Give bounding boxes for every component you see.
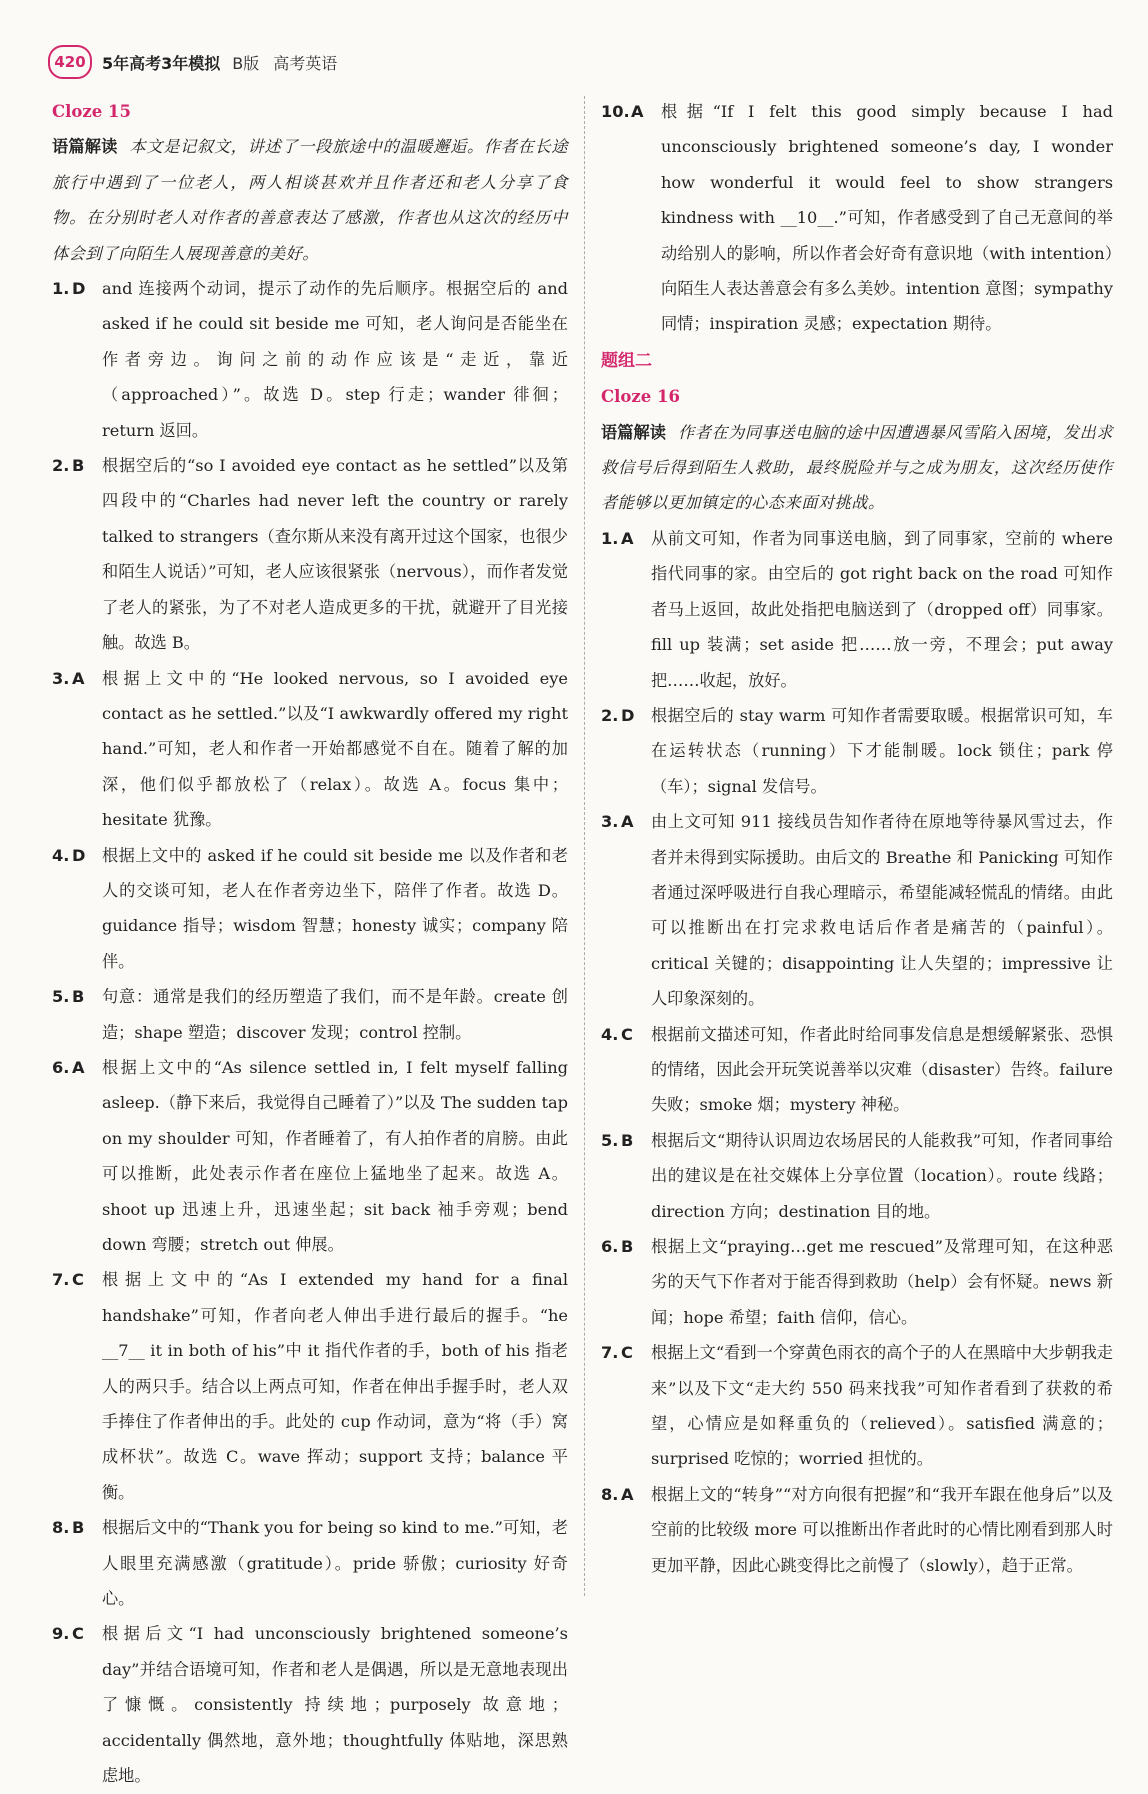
- item-answer: A: [631, 102, 644, 121]
- item-answer: A: [621, 812, 634, 832]
- item-explanation: 根据上文“看到一个穿黄色雨衣的高个子的人在黑暗中大步朝我走来”以及下文“走大约 550 码来找我”可知作者看到了获救的希望，心情应是如释重负的（relieved）。satisfied 满意的；surprised 吃惊的；worried 担忧的。: [651, 1343, 1113, 1469]
- answer-item: [601, 94, 1113, 342]
- answer-item: [52, 979, 568, 1050]
- item-explanation: 从前文可知，作者为同事送电脑，到了同事家，空前的 where 指代同事的家。由空后的 got right back on the road 可知作者马上返回，故此处指把电脑送到了（dropped off）同事家。fill up 装满；set aside 把……放一旁，不理会；put away 把……收起，放好。: [651, 528, 1113, 690]
- intro-label: 语篇解读: [52, 137, 118, 157]
- item-explanation: 由上文可知 911 接线员告知作者待在原地等待暴风雪过去，作者并未得到实际援助。由后文的 Breathe 和 Panicking 可知作者通过深呼吸进行自我心理暗示，希望能减轻慌乱的情绪。由此可以推断出在打完求救电话后作者是痛苦的（painful）。critical 关键的；disappointing 让人失望的；impressive 让人印象深刻的。: [651, 812, 1113, 1009]
- subject-label: 高考英语: [273, 53, 338, 73]
- item-number: 3.: [601, 812, 619, 832]
- answer-item: [601, 521, 1113, 698]
- item-explanation: and 连接两个动词，提示了动作的先后顺序。根据空后的 and asked if he could sit beside me 可知，老人询问是否能坐在作者旁边。询问之前的动作应该是“走近，靠近（approached）”。故选 D。step 行走；wander 徘徊；return 返回。: [102, 279, 568, 440]
- answer-item: [52, 1050, 568, 1262]
- cloze-title: Cloze 15: [52, 102, 131, 121]
- right-column: [601, 94, 1113, 1583]
- item-number: 2.: [601, 705, 619, 725]
- item-explanation: 根据上文中的“He looked nervous, so I avoided eye contact as he settled.”以及“I awkwardly offered my right hand.”可知，老人和作者一开始都感觉不自在。随着了解的加深，他们似乎都放松了（relax）。故选 A。focus 集中；hesitate 犹豫。: [102, 668, 568, 830]
- answer-item: [52, 1262, 568, 1510]
- item-number: 1.: [601, 528, 619, 548]
- intro-text: 本文是记叙文，讲述了一段旅途中的温暖邂逅。作者在长途旅行中遇到了一位老人，两人相谈甚欢并且作者还和老人分享了食物。在分别时老人对作者的善意表达了感激，作者也从这次的经历中体会到了向陌生人展现善意的美好。: [52, 137, 569, 263]
- item-explanation: 根据上文中的“As silence settled in, I felt myself falling asleep.（静下来后，我觉得自己睡着了）”以及 The sudden tap on my shoulder 可知，作者睡着了，有人拍作者的肩膀。由此可以推断，此处表示作者在座位上猛地坐了起来。故选 A。shoot up 迅速上升，迅速坐起；sit back 袖手旁观；bend down 弯腰；stretch out 伸展。: [102, 1057, 568, 1254]
- item-explanation: 根据后文中的“Thank you for being so kind to me.”可知，老人眼里充满感激（gratitude）。pride 骄傲；curiosity 好奇心。: [102, 1518, 568, 1609]
- item-number: 5.: [601, 1130, 619, 1150]
- item-explanation: 根据上文中的 asked if he could sit beside me 以及作者和老人的交谈可知，老人在作者旁边坐下，陪伴了作者。故选 D。guidance 指导；wisdom 智慧；honesty 诚实；company 陪伴。: [102, 845, 568, 971]
- item-number: 7.: [601, 1343, 619, 1363]
- answer-item: [601, 1123, 1113, 1229]
- answer-item: [52, 1616, 568, 1793]
- passage-intro: [601, 415, 1113, 521]
- item-answer: B: [72, 456, 85, 476]
- item-explanation: 根据空后的 stay warm 可知作者需要取暖。根据常识可知，车在运转状态（running）下才能制暖。lock 锁住；park 停（车）；signal 发信号。: [651, 705, 1113, 796]
- item-answer: A: [621, 1484, 634, 1504]
- item-answer: B: [621, 1237, 634, 1256]
- passage-intro: [52, 129, 568, 271]
- answer-item: [601, 804, 1113, 1016]
- item-explanation: 根据空后的“so I avoided eye contact as he settled”以及第四段中的“Charles had never left the country or rarely talked to strangers（查尔斯从来没有离开过这个国家，也很少和陌生人说话）”可知，老人应该很紧张（nervous），而作者发觉了老人的紧张，为了不对老人造成更多的干扰，就避开了目光接触。故选 B。: [102, 456, 568, 653]
- answer-item: [52, 271, 568, 448]
- answer-item: [52, 1510, 568, 1616]
- item-answer: B: [72, 987, 85, 1007]
- book-title: 5年高考3年模拟: [102, 53, 221, 73]
- item-answer: C: [72, 1624, 84, 1644]
- item-number: 2.: [52, 456, 70, 476]
- item-number: 4.: [601, 1024, 619, 1044]
- item-answer: B: [621, 1130, 634, 1150]
- intro-label: 语篇解读: [601, 422, 666, 442]
- item-number: 6.: [601, 1237, 619, 1256]
- item-answer: A: [72, 1057, 85, 1077]
- item-number: 8.: [601, 1484, 619, 1504]
- answer-item: [601, 698, 1113, 804]
- answer-item: [601, 1017, 1113, 1123]
- cloze-title: Cloze 16: [601, 387, 680, 407]
- item-explanation: 根据“If I felt this good simply because I had unconsciously brightened someone’s day, I wonder how wonderful it would feel to show strangers kindness with __10__.”可知，作者感受到了自己无意间的举动给别人的影响，所以作者会好奇有意识地（with intention）向陌生人表达善意会有多么美妙。intention 意图；sympathy 同情；inspiration 灵感；expectation 期待。: [661, 102, 1113, 334]
- item-number: 10.: [601, 102, 630, 121]
- left-column: [52, 94, 568, 1794]
- edition-label: B版: [232, 53, 260, 73]
- intro-text: 作者在为同事送电脑的途中因遭遇暴风雪陷入困境，发出求救信号后得到陌生人救助，最终脱险并与之成为朋友，这次经历使作者能够以更加镇定的心态来面对挑战。: [601, 422, 1114, 513]
- item-answer: C: [621, 1343, 633, 1363]
- answer-item: [52, 838, 568, 980]
- item-number: 4.: [52, 845, 70, 865]
- item-number: 1.: [52, 279, 70, 299]
- answer-list: [52, 271, 568, 1793]
- item-answer: A: [72, 668, 85, 688]
- item-explanation: 根据上文“praying…get me rescued”及常理可知，在这种恶劣的天气下作者对于能否得到救助（help）会有怀疑。news 新闻；hope 希望；faith 信仰，信心。: [651, 1237, 1113, 1327]
- item-answer: A: [621, 528, 634, 548]
- item-explanation: 根据后文“I had unconsciously brightened someone’s day”并结合语境可知，作者和老人是偶遇，所以是无意地表现出了慷慨。consistently 持续地；purposely 故意地；accidentally 偶然地，意外地；thoughtfully 体贴地，深思熟虑地。: [102, 1624, 568, 1786]
- column-divider: [584, 96, 585, 1596]
- answer-item: [601, 1229, 1113, 1335]
- item-explanation: 根据上文中的“As I extended my hand for a final handshake”可知，作者向老人伸出手进行最后的握手。“he __7__ it in both of his”中 it 指代作者的手，both of his 指老人的两只手。结合以上两点可知，作者在伸出手握手时，老人双手捧住了作者伸出的手。此处的 cup 作动词，意为“将（手）窝成杯状”。故选 C。wave 挥动；support 支持；balance 平衡。: [102, 1270, 568, 1502]
- item-answer: C: [621, 1024, 633, 1044]
- item-explanation: 句意：通常是我们的经历塑造了我们，而不是年龄。create 创造；shape 塑造；discover 发现；control 控制。: [102, 987, 568, 1042]
- item-answer: D: [72, 845, 86, 865]
- item-explanation: 根据后文“期待认识周边农场居民的人能救我”可知，作者同事给出的建议是在社交媒体上分享位置（location）。route 线路；direction 方向；destination 目的地。: [651, 1130, 1113, 1221]
- group-title: 题组二: [601, 350, 652, 371]
- item-number: 8.: [52, 1518, 70, 1538]
- item-answer: C: [72, 1270, 84, 1290]
- item-answer: D: [72, 279, 86, 299]
- item-number: 3.: [52, 668, 70, 688]
- item-number: 6.: [52, 1057, 70, 1077]
- item-explanation: 根据上文的“转身”“对方向很有把握”和“我开车跟在他身后”以及空前的比较级 more 可以推断出作者此时的心情比刚看到那人时更加平静，因此心跳变得比之前慢了（slowly），趋于正常。: [651, 1484, 1113, 1575]
- item-answer: B: [72, 1518, 85, 1538]
- answer-item: [601, 1335, 1113, 1477]
- page-number: 420: [48, 45, 92, 79]
- item-number: 5.: [52, 987, 70, 1007]
- page-header: [48, 44, 337, 80]
- answer-item: [52, 448, 568, 660]
- answer-item: [52, 661, 568, 838]
- item-answer: D: [621, 705, 635, 725]
- answer-list: [601, 521, 1113, 1583]
- item-number: 7.: [52, 1270, 70, 1290]
- answer-list: [601, 94, 1113, 342]
- item-number: 9.: [52, 1624, 70, 1644]
- answer-item: [601, 1477, 1113, 1583]
- item-explanation: 根据前文描述可知，作者此时给同事发信息是想缓解紧张、恐惧的情绪，因此会开玩笑说善举以灾难（disaster）告终。failure 失败；smoke 烟；mystery 神秘。: [651, 1024, 1113, 1115]
